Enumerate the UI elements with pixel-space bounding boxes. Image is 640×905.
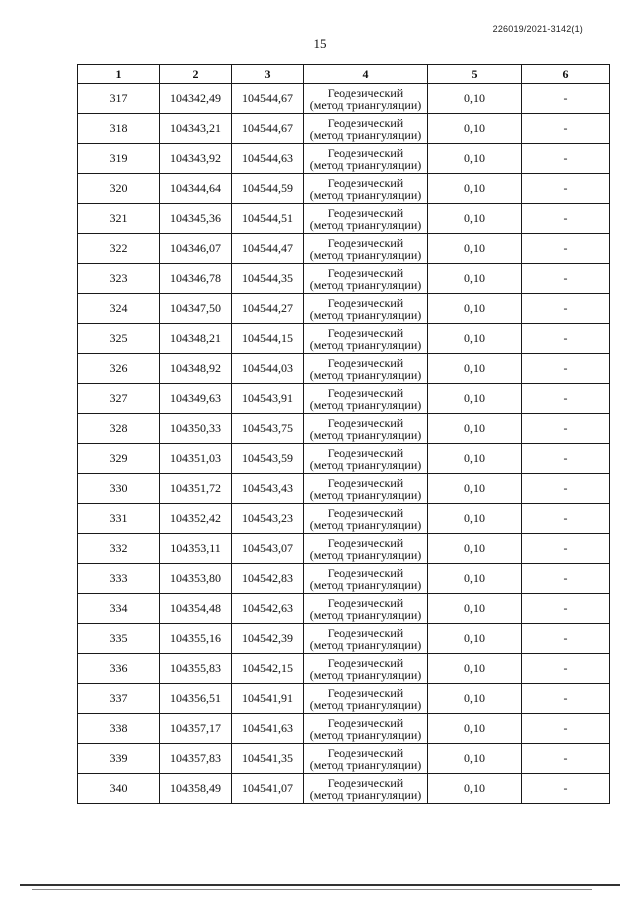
table-row [78, 84, 610, 114]
method-cell [304, 444, 428, 474]
table-row [78, 174, 610, 204]
accuracy-cell: 0,10 [428, 144, 522, 174]
y-coordinate-cell: 104543,75 [232, 414, 304, 444]
point-number-cell: 324 [78, 294, 160, 324]
x-coordinate-cell: 104344,64 [160, 174, 232, 204]
note-cell: - [522, 354, 610, 384]
x-coordinate-cell: 104353,80 [160, 564, 232, 594]
method-cell [304, 204, 428, 234]
method-line-2: (метод триангуляции) [309, 787, 422, 802]
column-header: 2 [160, 65, 232, 84]
y-coordinate-cell: 104541,91 [232, 684, 304, 714]
point-number-cell: 330 [78, 474, 160, 504]
table-row [78, 684, 610, 714]
y-coordinate-cell: 104543,91 [232, 384, 304, 414]
method-line-1: Геодезический [327, 145, 404, 160]
table-row [78, 534, 610, 564]
method-line-2: (метод триангуляции) [309, 607, 422, 622]
method-cell [304, 84, 428, 114]
table-row [78, 774, 610, 804]
x-coordinate-cell: 104342,49 [160, 84, 232, 114]
table-row [78, 234, 610, 264]
note-cell: - [522, 444, 610, 474]
y-coordinate-cell: 104541,35 [232, 744, 304, 774]
scan-edge-line [32, 889, 592, 890]
method-cell [304, 504, 428, 534]
method-line-1: Геодезический [327, 385, 404, 400]
note-cell: - [522, 144, 610, 174]
note-cell: - [522, 204, 610, 234]
x-coordinate-cell: 104352,42 [160, 504, 232, 534]
y-coordinate-cell: 104544,35 [232, 264, 304, 294]
note-cell: - [522, 564, 610, 594]
note-cell: - [522, 84, 610, 114]
method-line-1: Геодезический [327, 655, 404, 670]
method-line-2: (метод триангуляции) [309, 307, 422, 322]
accuracy-cell: 0,10 [428, 264, 522, 294]
method-line-1: Геодезический [327, 445, 404, 460]
method-line-1: Геодезический [327, 565, 404, 580]
x-coordinate-cell: 104348,21 [160, 324, 232, 354]
column-header: 5 [428, 65, 522, 84]
y-coordinate-cell: 104544,51 [232, 204, 304, 234]
method-line-2: (метод триангуляции) [309, 157, 422, 172]
method-line-1: Геодезический [327, 505, 404, 520]
note-cell: - [522, 594, 610, 624]
table-row [78, 504, 610, 534]
method-cell [304, 564, 428, 594]
note-cell: - [522, 504, 610, 534]
method-cell [304, 624, 428, 654]
note-cell: - [522, 234, 610, 264]
accuracy-cell: 0,10 [428, 624, 522, 654]
note-cell: - [522, 624, 610, 654]
table-row [78, 744, 610, 774]
point-number-cell: 339 [78, 744, 160, 774]
method-cell [304, 234, 428, 264]
x-coordinate-cell: 104357,17 [160, 714, 232, 744]
method-line-1: Геодезический [327, 325, 404, 340]
point-number-cell: 336 [78, 654, 160, 684]
accuracy-cell: 0,10 [428, 84, 522, 114]
method-cell [304, 114, 428, 144]
method-line-1: Геодезический [327, 775, 404, 790]
x-coordinate-cell: 104347,50 [160, 294, 232, 324]
method-line-2: (метод триангуляции) [309, 577, 422, 592]
y-coordinate-cell: 104542,63 [232, 594, 304, 624]
method-line-2: (метод триангуляции) [309, 697, 422, 712]
x-coordinate-cell: 104353,11 [160, 534, 232, 564]
method-line-2: (метод триангуляции) [309, 367, 422, 382]
accuracy-cell: 0,10 [428, 744, 522, 774]
accuracy-cell: 0,10 [428, 474, 522, 504]
accuracy-cell: 0,10 [428, 714, 522, 744]
method-line-2: (метод триангуляции) [309, 517, 422, 532]
method-cell [304, 324, 428, 354]
point-number-cell: 331 [78, 504, 160, 534]
method-line-2: (метод триангуляции) [309, 427, 422, 442]
table-row [78, 264, 610, 294]
method-line-2: (метод триангуляции) [309, 247, 422, 262]
document-id: 226019/2021-3142(1) [492, 24, 583, 34]
y-coordinate-cell: 104544,63 [232, 144, 304, 174]
y-coordinate-cell: 104542,83 [232, 564, 304, 594]
accuracy-cell: 0,10 [428, 234, 522, 264]
column-header: 1 [78, 65, 160, 84]
method-line-2: (метод триангуляции) [309, 187, 422, 202]
accuracy-cell: 0,10 [428, 294, 522, 324]
note-cell: - [522, 114, 610, 144]
method-line-2: (метод триангуляции) [309, 667, 422, 682]
accuracy-cell: 0,10 [428, 504, 522, 534]
table-row [78, 714, 610, 744]
method-line-2: (метод триангуляции) [309, 757, 422, 772]
accuracy-cell: 0,10 [428, 684, 522, 714]
point-number-cell: 321 [78, 204, 160, 234]
y-coordinate-cell: 104543,23 [232, 504, 304, 534]
x-coordinate-cell: 104343,92 [160, 144, 232, 174]
note-cell: - [522, 384, 610, 414]
method-line-1: Геодезический [327, 685, 404, 700]
accuracy-cell: 0,10 [428, 564, 522, 594]
note-cell: - [522, 324, 610, 354]
table-row [78, 474, 610, 504]
note-cell: - [522, 684, 610, 714]
table-row [78, 444, 610, 474]
x-coordinate-cell: 104356,51 [160, 684, 232, 714]
method-line-1: Геодезический [327, 625, 404, 640]
accuracy-cell: 0,10 [428, 414, 522, 444]
point-number-cell: 326 [78, 354, 160, 384]
x-coordinate-cell: 104351,72 [160, 474, 232, 504]
method-cell [304, 534, 428, 564]
method-cell [304, 354, 428, 384]
table-row [78, 354, 610, 384]
y-coordinate-cell: 104542,39 [232, 624, 304, 654]
method-line-2: (метод триангуляции) [309, 637, 422, 652]
x-coordinate-cell: 104351,03 [160, 444, 232, 474]
table-row [78, 204, 610, 234]
point-number-cell: 320 [78, 174, 160, 204]
point-number-cell: 318 [78, 114, 160, 144]
note-cell: - [522, 744, 610, 774]
method-cell [304, 774, 428, 804]
table-row [78, 564, 610, 594]
method-cell [304, 744, 428, 774]
point-number-cell: 337 [78, 684, 160, 714]
point-number-cell: 332 [78, 534, 160, 564]
note-cell: - [522, 264, 610, 294]
accuracy-cell: 0,10 [428, 534, 522, 564]
accuracy-cell: 0,10 [428, 324, 522, 354]
method-cell [304, 174, 428, 204]
note-cell: - [522, 474, 610, 504]
note-cell: - [522, 654, 610, 684]
method-line-2: (метод триангуляции) [309, 337, 422, 352]
method-line-2: (метод триангуляции) [309, 487, 422, 502]
method-line-1: Геодезический [327, 715, 404, 730]
point-number-cell: 327 [78, 384, 160, 414]
table-row [78, 414, 610, 444]
point-number-cell: 338 [78, 714, 160, 744]
method-line-1: Геодезический [327, 415, 404, 430]
method-cell [304, 714, 428, 744]
coordinates-table [77, 64, 610, 804]
point-number-cell: 317 [78, 84, 160, 114]
page-number: 15 [313, 36, 327, 51]
y-coordinate-cell: 104544,27 [232, 294, 304, 324]
method-cell [304, 294, 428, 324]
method-line-1: Геодезический [327, 235, 404, 250]
point-number-cell: 319 [78, 144, 160, 174]
point-number-cell: 329 [78, 444, 160, 474]
table-row [78, 654, 610, 684]
note-cell: - [522, 774, 610, 804]
note-cell: - [522, 714, 610, 744]
method-line-2: (метод триангуляции) [309, 97, 422, 112]
y-coordinate-cell: 104541,07 [232, 774, 304, 804]
x-coordinate-cell: 104350,33 [160, 414, 232, 444]
point-number-cell: 325 [78, 324, 160, 354]
x-coordinate-cell: 104349,63 [160, 384, 232, 414]
accuracy-cell: 0,10 [428, 594, 522, 624]
column-header: 4 [304, 65, 428, 84]
method-cell [304, 264, 428, 294]
table-row [78, 384, 610, 414]
x-coordinate-cell: 104354,48 [160, 594, 232, 624]
accuracy-cell: 0,10 [428, 654, 522, 684]
table-row [78, 624, 610, 654]
y-coordinate-cell: 104543,07 [232, 534, 304, 564]
method-line-1: Геодезический [327, 85, 404, 100]
point-number-cell: 323 [78, 264, 160, 294]
y-coordinate-cell: 104544,03 [232, 354, 304, 384]
method-cell [304, 384, 428, 414]
method-line-2: (метод триангуляции) [309, 217, 422, 232]
table-row [78, 144, 610, 174]
x-coordinate-cell: 104346,78 [160, 264, 232, 294]
y-coordinate-cell: 104542,15 [232, 654, 304, 684]
y-coordinate-cell: 104544,67 [232, 114, 304, 144]
column-header: 3 [232, 65, 304, 84]
accuracy-cell: 0,10 [428, 354, 522, 384]
accuracy-cell: 0,10 [428, 444, 522, 474]
method-line-1: Геодезический [327, 175, 404, 190]
method-line-2: (метод триангуляции) [309, 277, 422, 292]
method-line-2: (метод триангуляции) [309, 547, 422, 562]
method-line-2: (метод триангуляции) [309, 457, 422, 472]
method-line-1: Геодезический [327, 745, 404, 760]
y-coordinate-cell: 104544,59 [232, 174, 304, 204]
method-line-2: (метод триангуляции) [309, 397, 422, 412]
method-cell [304, 144, 428, 174]
y-coordinate-cell: 104544,15 [232, 324, 304, 354]
method-line-1: Геодезический [327, 535, 404, 550]
x-coordinate-cell: 104355,83 [160, 654, 232, 684]
method-line-1: Геодезический [327, 115, 404, 130]
note-cell: - [522, 414, 610, 444]
point-number-cell: 340 [78, 774, 160, 804]
method-cell [304, 414, 428, 444]
x-coordinate-cell: 104345,36 [160, 204, 232, 234]
y-coordinate-cell: 104544,47 [232, 234, 304, 264]
table-row [78, 324, 610, 354]
x-coordinate-cell: 104346,07 [160, 234, 232, 264]
x-coordinate-cell: 104343,21 [160, 114, 232, 144]
point-number-cell: 335 [78, 624, 160, 654]
table-row [78, 294, 610, 324]
accuracy-cell: 0,10 [428, 204, 522, 234]
x-coordinate-cell: 104355,16 [160, 624, 232, 654]
method-line-1: Геодезический [327, 355, 404, 370]
method-cell [304, 594, 428, 624]
table-row [78, 114, 610, 144]
y-coordinate-cell: 104543,43 [232, 474, 304, 504]
method-line-1: Геодезический [327, 295, 404, 310]
method-cell [304, 684, 428, 714]
point-number-cell: 322 [78, 234, 160, 264]
method-cell [304, 654, 428, 684]
method-line-2: (метод триангуляции) [309, 127, 422, 142]
x-coordinate-cell: 104358,49 [160, 774, 232, 804]
note-cell: - [522, 534, 610, 564]
table-row [78, 594, 610, 624]
table-header-row [78, 65, 610, 84]
y-coordinate-cell: 104544,67 [232, 84, 304, 114]
x-coordinate-cell: 104357,83 [160, 744, 232, 774]
point-number-cell: 328 [78, 414, 160, 444]
accuracy-cell: 0,10 [428, 114, 522, 144]
scan-edge-line [20, 884, 620, 886]
y-coordinate-cell: 104543,59 [232, 444, 304, 474]
y-coordinate-cell: 104541,63 [232, 714, 304, 744]
point-number-cell: 334 [78, 594, 160, 624]
note-cell: - [522, 294, 610, 324]
method-line-1: Геодезический [327, 265, 404, 280]
note-cell: - [522, 174, 610, 204]
accuracy-cell: 0,10 [428, 174, 522, 204]
x-coordinate-cell: 104348,92 [160, 354, 232, 384]
point-number-cell: 333 [78, 564, 160, 594]
accuracy-cell: 0,10 [428, 774, 522, 804]
method-line-1: Геодезический [327, 475, 404, 490]
method-line-1: Геодезический [327, 205, 404, 220]
method-cell [304, 474, 428, 504]
accuracy-cell: 0,10 [428, 384, 522, 414]
method-line-1: Геодезический [327, 595, 404, 610]
method-line-2: (метод триангуляции) [309, 727, 422, 742]
column-header: 6 [522, 65, 610, 84]
